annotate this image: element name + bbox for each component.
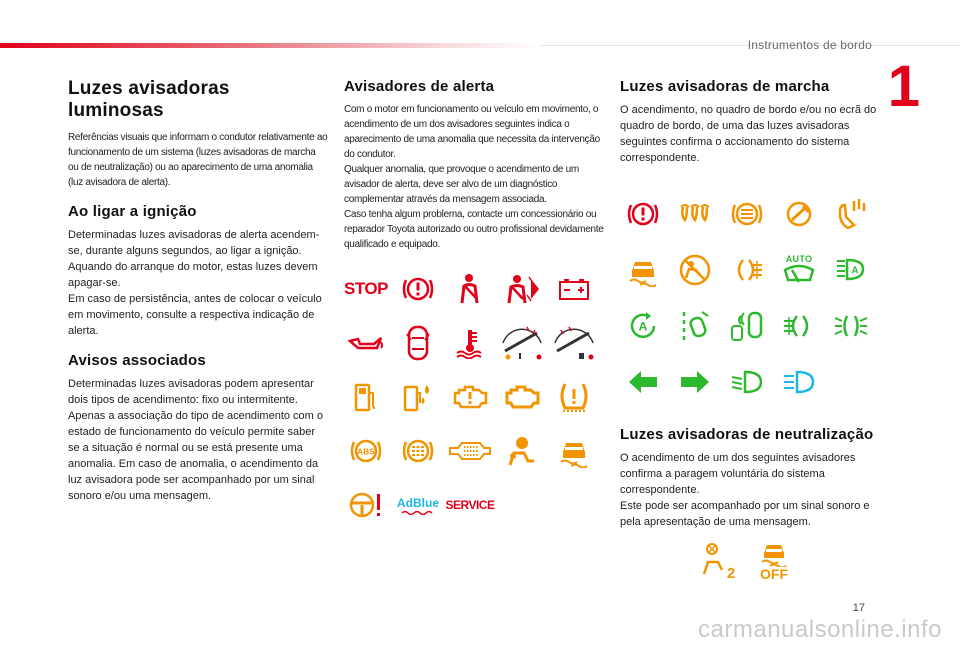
esp-off-icon-text: OFF bbox=[760, 566, 788, 582]
airbag-fault-icon bbox=[496, 424, 548, 478]
brake-pad-wear-icon bbox=[392, 424, 444, 478]
auto-wipers-icon-text: AUTO bbox=[785, 254, 813, 264]
auto-wipers-icon bbox=[773, 242, 825, 298]
glow-plugs-icon bbox=[669, 186, 721, 242]
stability-control-fault-icon bbox=[548, 424, 600, 478]
brake-alert-icon bbox=[392, 262, 444, 316]
page-number: 17 bbox=[852, 602, 865, 614]
abs-icon-text: ABS bbox=[357, 446, 375, 457]
column-warning-lights bbox=[344, 78, 606, 252]
tyre-pressure-icon bbox=[548, 370, 600, 424]
running-icon-grid bbox=[617, 186, 877, 410]
associated-paragraph-1: Determinadas luzes avisadoras podem apresentar dois tipos de acendimento: fixo ou intermitente. bbox=[68, 378, 314, 406]
blind-spot-icon bbox=[721, 298, 773, 354]
intro-paragraph: Referências visuais que informam o condutor relativamente ao funcionamento de um sistema (luzes avisadoras de marcha ou de neutralização) ou ao aparecimento de uma anomalia (luz avisadora de alerta). bbox=[68, 132, 328, 188]
stop-start-icon bbox=[617, 298, 669, 354]
deactivation-paragraph-1: O acendimento de um dos seguintes avisadores confirma a paragem voluntária do sistema correspondente. bbox=[620, 452, 856, 496]
door-open-icon bbox=[392, 316, 444, 370]
service-icon bbox=[444, 478, 496, 532]
deactivation-paragraph-2: Este pode ser acompanhado por um sinal sonoro e pela apresentação de uma mensagem. bbox=[620, 500, 870, 528]
right-indicator-icon bbox=[669, 354, 721, 410]
passenger-airbag-off-icon bbox=[690, 532, 746, 588]
brake-pedal-icon bbox=[721, 186, 773, 242]
passenger-airbag-off-icon-text: 2 bbox=[726, 565, 736, 580]
auto-headlights-icon-text: A bbox=[851, 265, 859, 277]
left-indicator-icon bbox=[617, 354, 669, 410]
parking-brake-icon bbox=[617, 186, 669, 242]
adblue-icon bbox=[392, 478, 444, 532]
low-fuel-icon bbox=[340, 370, 392, 424]
warning-paragraph-1: Com o motor em funcionamento ou veículo em movimento, o acendimento de um dos avisadores seguintes indica o aparecimento de uma anomalia que necessita da intervenção do condutor. bbox=[344, 104, 600, 160]
section-title-deactivation-lights: Luzes avisadoras de neutralização bbox=[620, 426, 874, 443]
front-fog-light-icon bbox=[773, 298, 825, 354]
watermark: carmanualsonline.info bbox=[698, 616, 942, 643]
section-title-ignition: Ao ligar a ignição bbox=[68, 203, 197, 220]
section-title-warning-lights: Avisadores de alerta bbox=[344, 78, 495, 95]
engine-fault-warning-icon bbox=[444, 370, 496, 424]
battery-icon bbox=[548, 262, 600, 316]
stop-icon-text: STOP bbox=[344, 279, 388, 298]
temperature-gauge-icon bbox=[496, 316, 548, 370]
running-title: Instrumentos de bordo bbox=[747, 38, 872, 52]
esp-off-icon bbox=[746, 532, 802, 588]
running-paragraph-1: O acendimento, no quadro de bordo e/ou no ecrã do quadro de bordo, de uma das luzes avisadoras seguintes confirma o accionamento do sistema correspondente. bbox=[620, 104, 877, 164]
adblue-icon-text: AdBlue bbox=[397, 495, 439, 510]
particle-filter-icon bbox=[444, 424, 496, 478]
oil-pressure-icon bbox=[340, 316, 392, 370]
power-steering-icon bbox=[340, 478, 392, 532]
warning-paragraph-3: Caso tenha algum problema, contacte um concessionário ou reparador Toyota autorizado ou outro profissional devidamente qualificado e equipado. bbox=[344, 209, 604, 250]
fuel-gauge-icon bbox=[548, 316, 600, 370]
warning-paragraph-2: Qualquer anomalia, que provoque o acendimento de um avisador de alerta, deve ser alvo de um diagnóstico complementar através da mensagem associada. bbox=[344, 164, 579, 205]
rear-fog-light-icon bbox=[721, 242, 773, 298]
abs-icon bbox=[340, 424, 392, 478]
ignition-paragraph-1: Determinadas luzes avisadoras de alerta acendem-se, durante alguns segundos, ao ligar a ignição. Aquando do arranque do motor, estas luzes devem apagar-se. bbox=[68, 229, 320, 289]
coolant-temperature-icon bbox=[444, 316, 496, 370]
stop-start-icon-text: A bbox=[638, 319, 648, 334]
engine-self-diagnosis-icon bbox=[496, 370, 548, 424]
airbag-off-icon bbox=[669, 242, 721, 298]
column-indicator-lights bbox=[68, 78, 328, 504]
deactivation-icon-grid bbox=[690, 532, 802, 588]
service-icon-text: SERVICE bbox=[445, 498, 495, 512]
ignition-paragraph-2: Em caso de persistência, antes de colocar o veículo em movimento, consulte a respectiva indicação de alerta. bbox=[68, 293, 322, 337]
associated-paragraph-2: Apenas a associação do tipo de acendimento com o estado de funcionamento do veículo permite saber se a situação é normal ou se está presente uma anomalia. Em caso de anomalia, o acendimento da luz avisadora pode ser acompanhado por um sinal sonoro e/ou uma mensagem. bbox=[68, 410, 323, 502]
section-title-running-lights: Luzes avisadoras de marcha bbox=[620, 78, 830, 95]
dipped-beam-icon bbox=[721, 354, 773, 410]
chapter-number: 1 bbox=[887, 54, 920, 119]
passenger-airbag-icon bbox=[496, 262, 548, 316]
section-title-associated-warnings: Avisos associados bbox=[68, 352, 206, 369]
column-running-lights bbox=[620, 78, 882, 166]
column-deactivation-lights bbox=[620, 426, 882, 530]
main-beam-icon bbox=[773, 354, 825, 410]
stop-icon bbox=[340, 262, 392, 316]
lane-departure-icon bbox=[669, 298, 721, 354]
seatbelt-icon bbox=[444, 262, 496, 316]
sidelights-icon bbox=[825, 298, 877, 354]
water-in-fuel-icon bbox=[392, 370, 444, 424]
auto-headlights-icon bbox=[825, 242, 877, 298]
header-red-bar bbox=[0, 43, 540, 48]
foot-on-brake-icon bbox=[773, 186, 825, 242]
warning-icon-grid bbox=[340, 262, 600, 532]
esp-active-icon bbox=[617, 242, 669, 298]
steering-lock-icon bbox=[825, 186, 877, 242]
section-title-indicator-lights: Luzes avisadoras luminosas bbox=[68, 78, 230, 121]
